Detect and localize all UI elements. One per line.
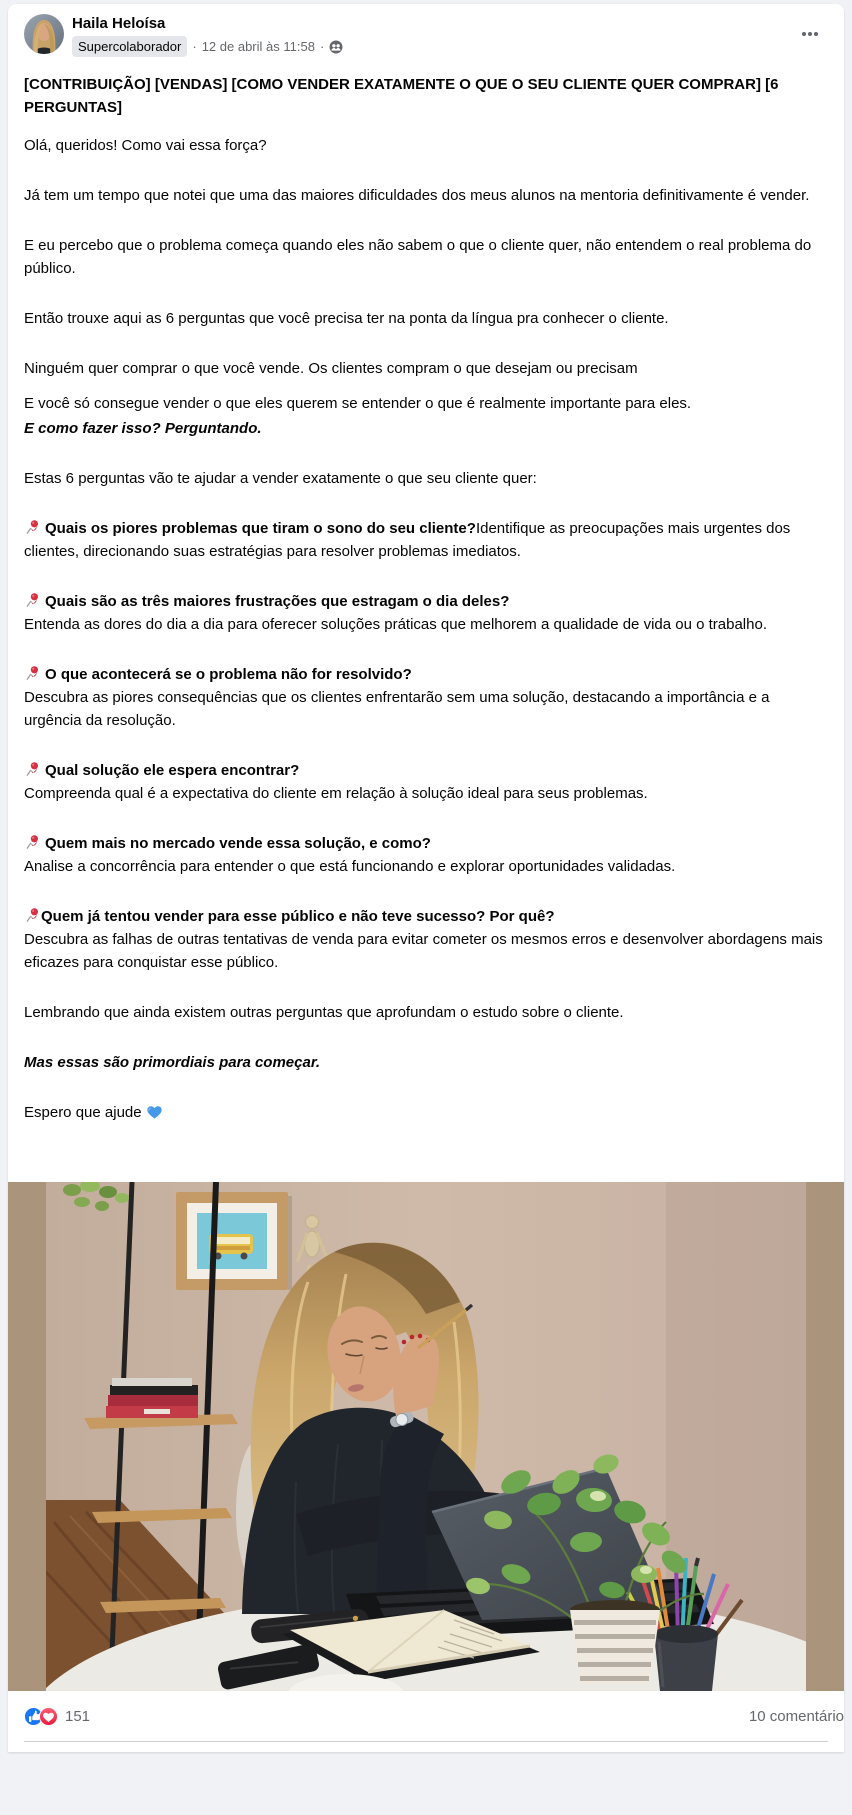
post-card — [8, 4, 844, 1752]
timestamp[interactable]: 12 de abril às 11:58 — [201, 39, 315, 54]
pushpin-icon — [24, 761, 40, 777]
reactions-summary[interactable] — [24, 1707, 90, 1726]
question-text: Quais são as três maiores frustrações que estragam o dia deles? — [45, 593, 510, 610]
pushpin-icon — [24, 907, 40, 923]
paragraph: Então trouxe aqui as 6 perguntas que você precisa ter na ponta da língua pra conhecer o cliente. — [24, 310, 669, 327]
reaction-count[interactable]: 151 — [65, 1708, 91, 1725]
question-text: Quais os piores problemas que tiram o sono do seu cliente? — [45, 520, 476, 537]
pushpin-icon — [24, 665, 40, 681]
paragraph: Ninguém quer comprar o que você vende. Os clientes compram o que desejam ou precisam — [24, 360, 638, 377]
pushpin-icon — [24, 834, 40, 850]
question-item-5 — [24, 832, 828, 878]
comments-count[interactable]: 10 comentário — [748, 1708, 844, 1725]
question-item-2 — [24, 590, 828, 636]
paragraph: E você só consegue vender o que eles querem se entender o que é realmente importante para eles. — [24, 395, 692, 412]
card-bottom-spacer — [8, 1742, 844, 1752]
group-audience-icon — [329, 40, 343, 54]
picture-frame — [176, 1192, 292, 1290]
love-reaction-icon — [39, 1707, 58, 1726]
question-answer: Entenda as dores do dia a dia para oferecer soluções práticas que melhorem a qualidade de vida ou o trabalho. — [24, 616, 767, 633]
paragraph: E eu percebo que o problema começa quando eles não sabem o que o cliente quer, não entendem o real problema do público. — [24, 237, 812, 277]
post-photo[interactable] — [8, 1182, 844, 1691]
paragraph: Lembrando que ainda existem outras perguntas que aprofundam o estudo sobre o cliente. — [24, 1004, 624, 1021]
post-body — [8, 73, 844, 1124]
header-info — [72, 14, 792, 57]
question-item-1 — [24, 517, 828, 563]
meta-separator: · — [192, 39, 197, 54]
question-answer: Descubra as piores consequências que os clientes enfrentarão sem uma solução, destacando a importância e a urgência da resolução. — [24, 689, 770, 729]
avatar[interactable] — [24, 14, 64, 54]
question-item-6 — [24, 905, 828, 974]
post-footer — [8, 1691, 844, 1726]
question-text: Quem mais no mercado vende essa solução, e como? — [45, 835, 431, 852]
photo-illustration — [46, 1182, 806, 1691]
paragraph-signoff — [24, 1101, 828, 1124]
paragraph: Estas 6 perguntas vão te ajudar a vender exatamente o que seu cliente quer: — [24, 470, 537, 487]
question-text: O que acontecerá se o problema não for resolvido? — [45, 666, 412, 683]
question-text: Qual solução ele espera encontrar? — [45, 762, 300, 779]
paragraph: Olá, queridos! Como vai essa força? — [24, 137, 267, 154]
question-item-3 — [24, 663, 828, 732]
pushpin-icon — [24, 519, 40, 535]
author-name[interactable]: Haila Heloísa — [72, 15, 166, 32]
paragraph: Já tem um tempo que notei que uma das maiores dificuldades dos meus alunos na mentoria definitivamente é vender. — [24, 187, 810, 204]
signoff-text: Espero que ajude — [24, 1104, 142, 1121]
ellipsis-icon — [800, 24, 820, 44]
question-answer: Identifique as preocupações mais urgentes dos clientes, direcionando suas estratégias para resolver problemas imediatos. — [24, 520, 791, 560]
supporter-badge: Supercolaborador — [72, 36, 187, 57]
paragraph-emphasis: Mas essas são primordiais para começar. — [24, 1054, 320, 1071]
post-title: [CONTRIBUIÇÃO] [VENDAS] [COMO VENDER EXATAMENTE O QUE O SEU CLIENTE QUER COMPRAR] [6 PERGUNTAS] — [24, 76, 779, 116]
books-stack — [106, 1378, 198, 1418]
blue-heart-icon — [146, 1104, 163, 1120]
pushpin-icon — [24, 592, 40, 608]
avatar-image — [24, 14, 64, 54]
question-item-4 — [24, 759, 828, 805]
meta-separator-2: · — [319, 39, 325, 54]
post-options-button[interactable] — [792, 16, 828, 52]
paragraph-emphasis: E como fazer isso? Perguntando. — [24, 420, 262, 437]
question-answer: Analise a concorrência para entender o que está funcionando e explorar oportunidades validadas. — [24, 858, 676, 875]
question-answer: Compreenda qual é a expectativa do cliente em relação à solução ideal para seus problemas. — [24, 785, 648, 802]
post-meta — [72, 36, 792, 57]
question-text: Quem já tentou vender para esse público e não teve sucesso? Por quê? — [41, 908, 555, 925]
post-header — [8, 4, 844, 61]
question-answer: Descubra as falhas de outras tentativas de venda para evitar cometer os mesmos erros e desenvolver abordagens mais eficazes para conquistar esse público. — [24, 931, 823, 971]
